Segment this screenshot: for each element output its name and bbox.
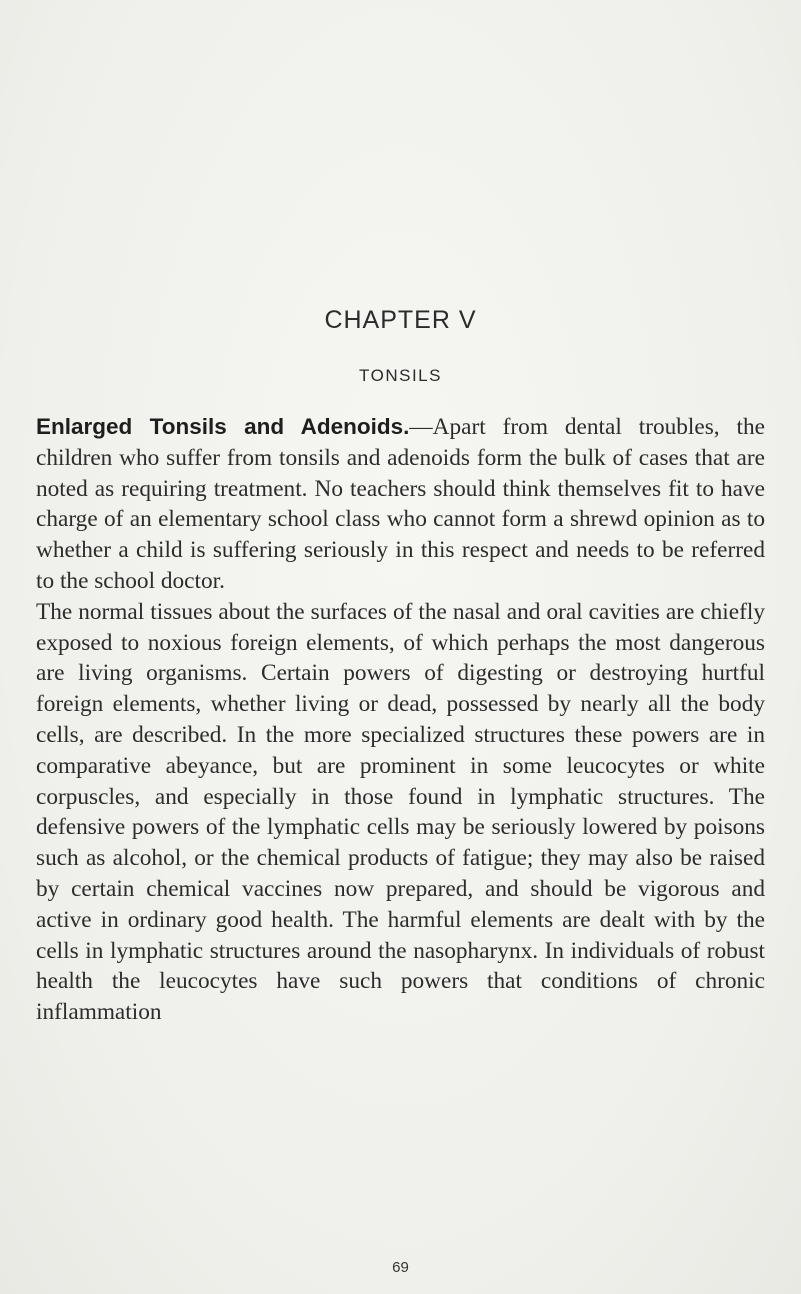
section-title: TONSILS bbox=[359, 366, 442, 385]
paragraph-1-text: —Apart from dental troubles, the children who suffer from tonsils and adenoids form the bulk of cases that are noted as requiring treatment. No teachers should think themselves fit to have charge of an elementary school class who cannot form a shrewd opinion as to whether a child is suffering seriously in this respect and needs to be referred to the school doctor. bbox=[36, 414, 765, 594]
paragraph-2: The normal tissues about the surfaces of the nasal and oral cavities are chiefly exposed to noxious foreign elements, of which perhaps the most dangerous are living organisms. Certain powers of digesting or destroying hurtful foreign elements, whether living or dead, possessed by nearly all the body cells, are described. In the more specialized structures these powers are in comparative abeyance, but are prominent in some leucocytes or white corpuscles, and especially in those found in lymphatic structures. The defensive powers of the lymphatic cells may be seriously lowered by poisons such as alcohol, or the chemical products of fatigue; they may also be raised by certain chemical vaccines now prepared, and should be vigorous and active in ordinary good health. The harmful elements are dealt with by the cells in lymphatic structures around the nasopharynx. In individuals of robust health the leucocytes have such powers that conditions of chronic inflammation bbox=[36, 598, 765, 1026]
page-number: 69 bbox=[392, 1259, 409, 1276]
body-text bbox=[36, 412, 765, 1028]
run-in-heading: Enlarged Tonsils and Adenoids. bbox=[36, 414, 410, 439]
chapter-heading: CHAPTER V bbox=[324, 306, 477, 334]
paragraph-1 bbox=[36, 412, 765, 597]
